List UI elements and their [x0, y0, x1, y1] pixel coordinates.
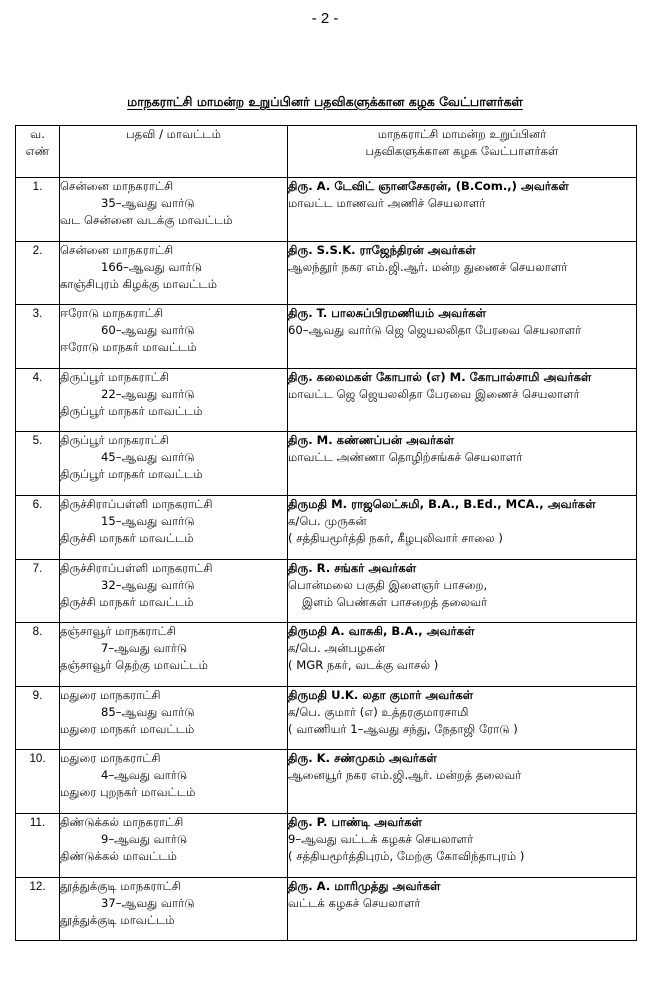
corporation-name: தூத்துக்குடி மாநகராட்சி: [60, 878, 181, 893]
candidate-detail: வட்டக் கழகச் செயலாளர்: [288, 895, 421, 910]
district-name: திருப்பூர் மாநகர் மாவட்டம்: [60, 403, 203, 418]
serial-number: 1.: [16, 178, 60, 242]
candidate-cell: [288, 750, 637, 814]
candidate-detail: க/பெ. முருகன்: [288, 513, 367, 528]
candidate-detail: 9–ஆவது வட்டக் கழகச் செயலாளர்: [288, 831, 474, 846]
table-body: [16, 178, 637, 941]
serial-number: 8.: [16, 623, 60, 687]
candidate-detail-extra: ( வாணியர் 1–ஆவது சந்து, நேதாஜி ரோடு ): [288, 721, 518, 736]
post-cell: [60, 813, 288, 877]
candidate-detail: மாவட்ட மாணவர் அணிச் செயலாளர்: [288, 196, 486, 210]
district-name: திருச்சி மாநகர் மாவட்டம்: [60, 530, 194, 545]
corporation-name: மதுரை மாநகராட்சி: [60, 687, 161, 702]
table-row: [16, 178, 637, 242]
district-name: திருச்சி மாநகர் மாவட்டம்: [60, 594, 194, 609]
table-row: [16, 305, 637, 369]
serial-number: 6.: [16, 495, 60, 559]
candidate-cell: [288, 495, 637, 559]
page-title: மாநகராட்சி மாமன்ற உறுப்பினர் பதவிகளுக்கான கழக வேட்பாளர்கள்: [127, 94, 523, 109]
page-number: - 2 -: [311, 10, 339, 27]
corporation-name: சென்னை மாநகராட்சி: [60, 179, 174, 193]
ward-number: 9–ஆவது வார்டு: [101, 831, 188, 846]
table-row: [16, 813, 637, 877]
candidate-name: திருமதி M. ராஜலெட்சுமி, B.A., B.Ed., MCA., அவர்கள்: [288, 496, 596, 511]
candidate-detail: ஆனையூர் நகர எம்.ஜி.ஆர். மன்றத் தலைவர்: [288, 768, 522, 783]
post-cell: [60, 877, 288, 941]
candidate-cell: [288, 877, 637, 941]
candidate-detail: பொன்மலை பகுதி இளைஞர் பாசறை,: [288, 577, 488, 592]
table-row: [16, 432, 637, 496]
corporation-name: திருப்பூர் மாநகராட்சி: [60, 369, 170, 384]
candidate-name: திருமதி A. வாசுகி, B.A., அவர்கள்: [288, 624, 475, 639]
table-row: [16, 623, 637, 687]
corporation-name: ஈரோடு மாநகராட்சி: [60, 306, 164, 321]
candidate-cell: [288, 178, 637, 242]
district-name: காஞ்சிபுரம் கிழக்கு மாவட்டம்: [60, 276, 218, 291]
ward-number: 22–ஆவது வார்டு: [101, 386, 195, 401]
corporation-name: மதுரை மாநகராட்சி: [60, 751, 161, 766]
candidate-name: திரு. M. கண்ணப்பன் அவர்கள்: [288, 433, 455, 448]
candidate-cell: [288, 686, 637, 750]
post-cell: [60, 750, 288, 814]
candidate-name: திருமதி U.K. லதா குமார் அவர்கள்: [288, 687, 474, 702]
corporation-name: சென்னை மாநகராட்சி: [60, 242, 174, 257]
candidate-name: திரு. S.S.K. ராஜேந்திரன் அவர்கள்: [288, 242, 476, 257]
candidate-cell: [288, 813, 637, 877]
candidate-cell: [288, 559, 637, 623]
candidate-detail: மாவட்ட ஜெ ஜெயலலிதா பேரவை இணைச் செயலாளர்: [288, 386, 580, 401]
candidate-detail: 60–ஆவது வார்டு ஜெ ஜெயலலிதா பேரவை செயலாளர்: [288, 323, 582, 338]
ward-number: 166–ஆவது வார்டு: [101, 259, 202, 274]
post-cell: [60, 686, 288, 750]
district-name: திண்டுக்கல் மாவட்டம்: [60, 848, 178, 863]
district-name: மதுரை புறநகர் மாவட்டம்: [60, 785, 196, 800]
candidate-name: திரு. R. சங்கர் அவர்கள்: [288, 560, 417, 575]
ward-number: 37–ஆவது வார்டு: [101, 895, 195, 910]
candidate-cell: [288, 305, 637, 369]
candidate-name: திரு. A. மாரிமுத்து அவர்கள்: [288, 878, 441, 893]
serial-number: 10.: [16, 750, 60, 814]
district-name: ஈரோடு மாநகர் மாவட்டம்: [60, 340, 197, 355]
district-name: மதுரை மாநகர் மாவட்டம்: [60, 721, 195, 736]
table-row: [16, 495, 637, 559]
post-cell: [60, 623, 288, 687]
candidate-name: திரு. T. பாலசுப்பிரமணியம் அவர்கள்: [288, 306, 487, 321]
corporation-name: திண்டுக்கல் மாநகராட்சி: [60, 814, 184, 829]
candidate-cell: [288, 241, 637, 305]
corporation-name: திருப்பூர் மாநகராட்சி: [60, 433, 170, 448]
ward-number: 4–ஆவது வார்டு: [101, 768, 188, 783]
table-row: [16, 877, 637, 941]
candidate-detail: மாவட்ட அண்ணா தொழிற்சங்கச் செயலாளர்: [288, 450, 523, 465]
serial-number: 11.: [16, 813, 60, 877]
candidate-cell: [288, 432, 637, 496]
district-name: வட சென்னை வடக்கு மாவட்டம்: [60, 213, 233, 227]
candidate-detail: க/பெ. குமார் (எ) உத்தரகுமாரசாமி: [288, 704, 469, 719]
district-name: திருப்பூர் மாநகர் மாவட்டம்: [60, 467, 203, 482]
post-cell: [60, 495, 288, 559]
header-post-district: பதவி / மாவட்டம்: [60, 126, 288, 178]
corporation-name: தஞ்சாவூர் மாநகராட்சி: [60, 624, 176, 639]
candidate-detail-extra: ( சத்தியமூர்த்திபுரம், மேற்கு கோவிந்தாபுரம் ): [288, 848, 525, 863]
table-row: [16, 559, 637, 623]
table-row: [16, 241, 637, 305]
post-cell: [60, 559, 288, 623]
serial-number: 12.: [16, 877, 60, 941]
corporation-name: திருச்சிராப்பள்ளி மாநகராட்சி: [60, 560, 213, 575]
serial-number: 4.: [16, 368, 60, 432]
serial-number: 3.: [16, 305, 60, 369]
candidate-name: திரு. A. டேவிட் ஞானசேகரன், (B.Com.,) அவர்கள்: [288, 179, 569, 193]
ward-number: 7–ஆவது வார்டு: [101, 641, 188, 656]
ward-number: 32–ஆவது வார்டு: [101, 577, 195, 592]
candidate-cell: [288, 368, 637, 432]
corporation-name: திருச்சிராப்பள்ளி மாநகராட்சி: [60, 496, 213, 511]
serial-number: 5.: [16, 432, 60, 496]
post-cell: [60, 368, 288, 432]
candidate-name: திரு. P. பாண்டி அவர்கள்: [288, 814, 423, 829]
district-name: தஞ்சாவூர் தெற்கு மாவட்டம்: [60, 658, 208, 673]
candidates-table: [15, 125, 637, 941]
serial-number: 2.: [16, 241, 60, 305]
serial-number: 7.: [16, 559, 60, 623]
post-cell: [60, 432, 288, 496]
serial-number: 9.: [16, 686, 60, 750]
ward-number: 15–ஆவது வார்டு: [101, 513, 195, 528]
candidate-detail-extra: ( சத்தியமூர்த்தி நகர், கீழபுலிவார் சாலை ): [288, 530, 503, 545]
table-row: [16, 686, 637, 750]
table-header-row: [16, 126, 637, 178]
ward-number: 60–ஆவது வார்டு: [101, 323, 195, 338]
candidate-detail: க/பெ. அன்பழகன்: [288, 641, 386, 656]
candidate-detail-extra: ( MGR நகர், வடக்கு வாசல் ): [288, 658, 439, 673]
post-cell: [60, 241, 288, 305]
candidate-detail-extra: இளம் பெண்கள் பாசறைத் தலைவர்: [302, 594, 488, 609]
post-cell: [60, 178, 288, 242]
ward-number: 85–ஆவது வார்டு: [101, 704, 195, 719]
candidate-name: திரு. K. சண்முகம் அவர்கள்: [288, 751, 437, 766]
ward-number: 35–ஆவது வார்டு: [101, 196, 195, 210]
post-cell: [60, 305, 288, 369]
table-row: [16, 368, 637, 432]
ward-number: 45–ஆவது வார்டு: [101, 450, 195, 465]
district-name: தூத்துக்குடி மாவட்டம்: [60, 912, 175, 927]
header-serial-number: வ. எண்: [16, 126, 60, 178]
table-row: [16, 750, 637, 814]
header-candidates: மாநகராட்சி மாமன்ற உறுப்பினர் பதவிகளுக்கான கழக வேட்பாளர்கள்: [288, 126, 637, 178]
candidate-name: திரு. கலைமகள் கோபால் (எ) M. கோபால்சாமி அவர்கள்: [288, 369, 592, 384]
candidate-cell: [288, 623, 637, 687]
candidate-detail: ஆலந்தூர் நகர எம்.ஜி.ஆர். மன்ற துணைச் செயலாளர்: [288, 259, 568, 274]
